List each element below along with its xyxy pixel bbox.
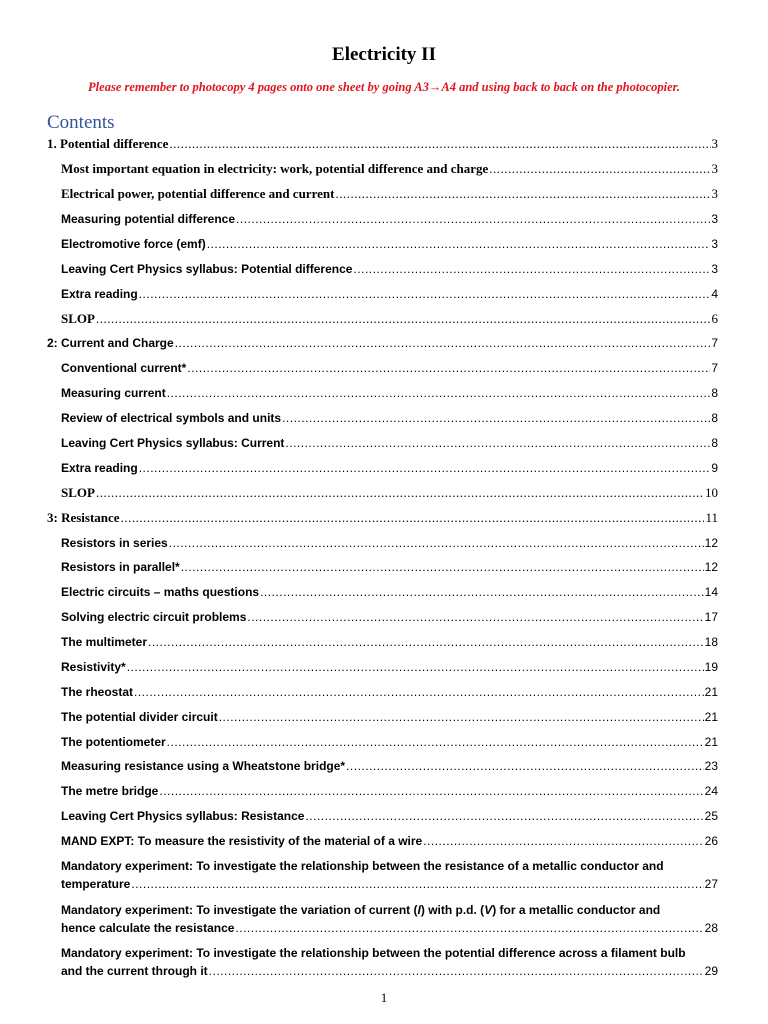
page-number: 1 bbox=[380, 990, 388, 1005]
toc-entry-label: Leaving Cert Physics syllabus: Current bbox=[61, 436, 285, 450]
toc-entry-page: 21 bbox=[704, 685, 718, 699]
toc-entry-label: Leaving Cert Physics syllabus: Resistance bbox=[61, 809, 305, 823]
toc-entry-label: The potentiometer bbox=[61, 735, 166, 749]
toc-entry-page: 27 bbox=[704, 877, 718, 891]
toc-entry-page: 18 bbox=[704, 635, 718, 649]
toc-entry-page: 25 bbox=[704, 809, 718, 823]
toc-entry[interactable] bbox=[61, 782, 718, 800]
toc-entry-label-line1 bbox=[61, 901, 718, 919]
toc-entry-page: 24 bbox=[704, 784, 718, 798]
toc-entry-line2 bbox=[61, 919, 718, 937]
toc-entry-wrapped[interactable] bbox=[61, 901, 718, 937]
toc-entry-label: MAND EXPT: To measure the resistivity of the material of a wire bbox=[61, 834, 423, 848]
toc-entry-label: Most important equation in electricity: work, potential difference and charge bbox=[61, 161, 489, 176]
toc-entry-label-line2: and the current through it bbox=[61, 964, 208, 978]
toc-entry[interactable] bbox=[47, 135, 718, 153]
toc-entry-label: Extra reading bbox=[61, 461, 138, 475]
toc-entry-page: 4 bbox=[711, 287, 718, 301]
toc-entry-label: Solving electric circuit problems bbox=[61, 610, 247, 624]
toc-entry[interactable] bbox=[61, 409, 718, 427]
toc-entry-label: Electromotive force (emf) bbox=[61, 237, 206, 251]
toc-entry[interactable] bbox=[61, 733, 718, 751]
toc-entry-label: Resistors in series bbox=[61, 536, 168, 550]
toc-entry[interactable] bbox=[61, 359, 718, 377]
toc-entry-label: SLOP bbox=[61, 311, 95, 326]
toc-entry-label: Conventional current* bbox=[61, 361, 187, 375]
toc-entry-label: Measuring current bbox=[61, 386, 166, 400]
toc-entry-label: The potential divider circuit bbox=[61, 710, 218, 724]
contents-heading: Contents bbox=[47, 112, 115, 133]
toc-entry-label: The metre bridge bbox=[61, 784, 159, 798]
toc-entry-page: 7 bbox=[711, 336, 718, 350]
toc-entry[interactable] bbox=[61, 608, 718, 626]
current-symbol: I bbox=[417, 903, 421, 917]
toc-entry[interactable] bbox=[61, 210, 718, 228]
toc-entry[interactable] bbox=[61, 708, 718, 726]
toc-entry-label: Resistivity* bbox=[61, 660, 126, 674]
toc-entry[interactable] bbox=[61, 384, 718, 402]
toc-entry-page: 8 bbox=[711, 386, 718, 400]
toc-entry-page: 8 bbox=[711, 436, 718, 450]
label-part: ) with p.d. ( bbox=[420, 903, 485, 917]
toc-entry-page: 3 bbox=[711, 136, 718, 151]
toc-entry-page: 12 bbox=[704, 536, 718, 550]
toc-entry-label: Electric circuits – maths questions bbox=[61, 585, 260, 599]
toc-entry-page: 3 bbox=[711, 186, 718, 201]
toc-entry-label: 1. Potential difference bbox=[47, 136, 169, 151]
toc-entry-page: 28 bbox=[704, 921, 718, 935]
toc-entry-page: 6 bbox=[711, 311, 718, 326]
toc-entry[interactable] bbox=[61, 633, 718, 651]
toc-entry-label-line2: temperature bbox=[61, 877, 131, 891]
toc-entry[interactable] bbox=[61, 310, 718, 328]
toc-entry-page: 3 bbox=[711, 262, 718, 276]
toc-entry-page: 21 bbox=[704, 735, 718, 749]
toc-entry-page: 29 bbox=[704, 964, 718, 978]
toc-entry-label: The rheostat bbox=[61, 685, 134, 699]
toc-entry[interactable] bbox=[61, 285, 718, 303]
toc-entry-page: 17 bbox=[704, 610, 718, 624]
toc-entry-page: 3 bbox=[711, 237, 718, 251]
toc-entry-page: 12 bbox=[704, 560, 718, 574]
toc-entry[interactable] bbox=[47, 509, 718, 527]
toc-entry[interactable] bbox=[61, 658, 718, 676]
toc-entry-page: 11 bbox=[705, 510, 718, 525]
toc-entry-page: 8 bbox=[711, 411, 718, 425]
toc-entry-label-line1: Mandatory experiment: To investigate the relationship between the resistance of a metallic conductor and bbox=[61, 859, 664, 873]
toc-entry-label: Extra reading bbox=[61, 287, 138, 301]
toc-entry-label: 3: Resistance bbox=[47, 510, 120, 525]
toc-entry[interactable] bbox=[61, 832, 718, 850]
toc-entry-page: 3 bbox=[711, 212, 718, 226]
toc-entry-label: SLOP bbox=[61, 485, 95, 500]
toc-entry-page: 3 bbox=[711, 161, 718, 176]
toc-entry-page: 26 bbox=[704, 834, 718, 848]
label-part: Mandatory experiment: To investigate the variation of current ( bbox=[61, 903, 418, 917]
toc-entry-page: 21 bbox=[704, 710, 718, 724]
toc-entry-page: 23 bbox=[704, 759, 718, 773]
document-title: Electricity II bbox=[332, 44, 436, 65]
toc-entry-page: 19 bbox=[704, 660, 718, 674]
voltage-symbol: V bbox=[484, 903, 493, 917]
toc-entry[interactable] bbox=[61, 583, 718, 601]
label-part: ) for a metallic conductor and bbox=[492, 903, 661, 917]
toc-entry[interactable] bbox=[61, 534, 718, 552]
toc-entry-label: 2: Current and Charge bbox=[47, 336, 174, 350]
toc-entry-line2 bbox=[61, 962, 718, 980]
toc-entry-page: 14 bbox=[704, 585, 718, 599]
toc-entry[interactable] bbox=[61, 160, 718, 178]
toc-entry[interactable] bbox=[61, 260, 718, 278]
toc-entry[interactable] bbox=[61, 434, 718, 452]
toc-entry[interactable] bbox=[61, 459, 718, 477]
toc-entry-page: 9 bbox=[711, 461, 718, 475]
toc-entry[interactable] bbox=[61, 185, 718, 203]
toc-entry-label: Review of electrical symbols and units bbox=[61, 411, 282, 425]
toc-entry[interactable] bbox=[61, 757, 718, 775]
toc-entry-label-line2: hence calculate the resistance bbox=[61, 921, 235, 935]
toc-entry-label-line1: Mandatory experiment: To investigate the relationship between the potential difference across a filament bulb bbox=[61, 946, 686, 960]
toc-entry-page: 7 bbox=[711, 361, 718, 375]
toc-entry[interactable] bbox=[61, 683, 718, 701]
toc-entry[interactable] bbox=[61, 235, 718, 253]
photocopy-note: Please remember to photocopy 4 pages onto one sheet by going A3→A4 and using back to back on the photocopier. bbox=[88, 80, 680, 94]
toc-entry[interactable] bbox=[61, 484, 718, 502]
toc-entry-label: Leaving Cert Physics syllabus: Potential difference bbox=[61, 262, 353, 276]
toc-entry-page: 10 bbox=[705, 485, 718, 500]
toc-entry-label: Measuring resistance using a Wheatstone bridge* bbox=[61, 759, 346, 773]
toc-entry-wrapped[interactable] bbox=[61, 857, 718, 893]
toc-entry[interactable] bbox=[61, 807, 718, 825]
toc-entry-label: Resistors in parallel* bbox=[61, 560, 180, 574]
toc-entry-label: Measuring potential difference bbox=[61, 212, 236, 226]
toc-entry[interactable] bbox=[47, 334, 718, 352]
toc-entry-line2 bbox=[61, 875, 718, 893]
toc-entry[interactable] bbox=[61, 558, 718, 576]
toc-entry-wrapped[interactable] bbox=[61, 944, 718, 980]
toc-entry-label: Electrical power, potential difference and current bbox=[61, 186, 335, 201]
toc-entry-label: The multimeter bbox=[61, 635, 148, 649]
